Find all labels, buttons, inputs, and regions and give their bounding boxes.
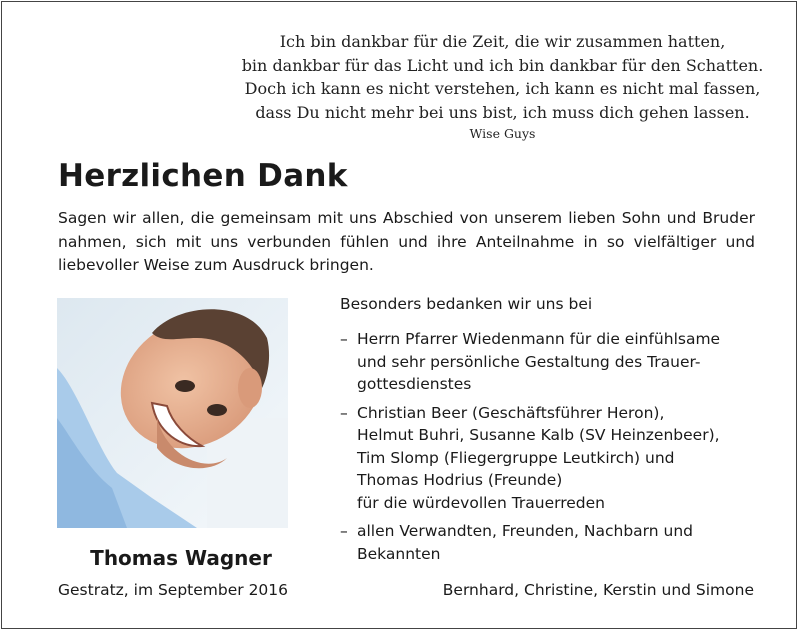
- thanks-intro: Besonders bedanken wir uns bei: [340, 295, 593, 313]
- poem-author: Wise Guys: [469, 126, 536, 141]
- list-item: [340, 520, 760, 565]
- poem-line: dass Du nicht mehr bei uns bist, ich muss dich gehen lassen.: [255, 102, 750, 122]
- poem-line: Ich bin dankbar für die Zeit, die wir zusammen hatten,: [279, 32, 726, 51]
- place-date: Gestratz, im September 2016: [58, 581, 289, 599]
- poem-line: Doch ich kann es nicht verstehen, ich kann es nicht mal fassen,: [244, 79, 761, 98]
- list-item-line: Herrn Pfarrer Wiedenmann für die einfühlsame: [357, 330, 721, 348]
- list-item-line: Bekannten: [357, 544, 441, 563]
- dash-bullet: –: [340, 403, 348, 422]
- list-item-line: gottesdienstes: [357, 375, 472, 393]
- thanks-list: [340, 328, 760, 571]
- list-item-line: und sehr persönliche Gestaltung des Trauer-: [357, 352, 701, 371]
- list-item-line: Tim Slomp (Fliegergruppe Leutkirch) und: [357, 448, 675, 467]
- signers: Bernhard, Christine, Kerstin und Simone: [442, 581, 754, 599]
- page-title: Herzlichen Dank: [58, 158, 348, 194]
- portrait-photo: [57, 298, 288, 528]
- poem-line: bin dankbar für das Licht und ich bin dankbar für den Schatten.: [241, 55, 764, 75]
- dash-bullet: –: [340, 522, 348, 540]
- list-item-line: Helmut Buhri, Susanne Kalb (SV Heinzenbeer),: [357, 426, 720, 444]
- deceased-name: Thomas Wagner: [90, 546, 272, 570]
- dash-bullet: –: [340, 330, 348, 348]
- list-item-line: Christian Beer (Geschäftsführer Heron),: [357, 403, 665, 422]
- list-item: [340, 328, 760, 396]
- list-item-line: Thomas Hodrius (Freunde): [357, 471, 563, 489]
- list-item: [340, 402, 760, 515]
- intro-paragraph: Sagen wir allen, die gemeinsam mit uns Abschied von unserem lieben Sohn und Bruder nahmen, sich mit uns verbunden fühlen und ihre Anteilnahme in so vielfältiger und liebevoller Weise zum Ausdruck bringen.: [58, 209, 755, 274]
- poem: [240, 30, 765, 124]
- list-item-line: für die würdevollen Trauerreden: [357, 493, 606, 512]
- list-item-line: allen Verwandten, Freunden, Nachbarn und: [357, 522, 694, 540]
